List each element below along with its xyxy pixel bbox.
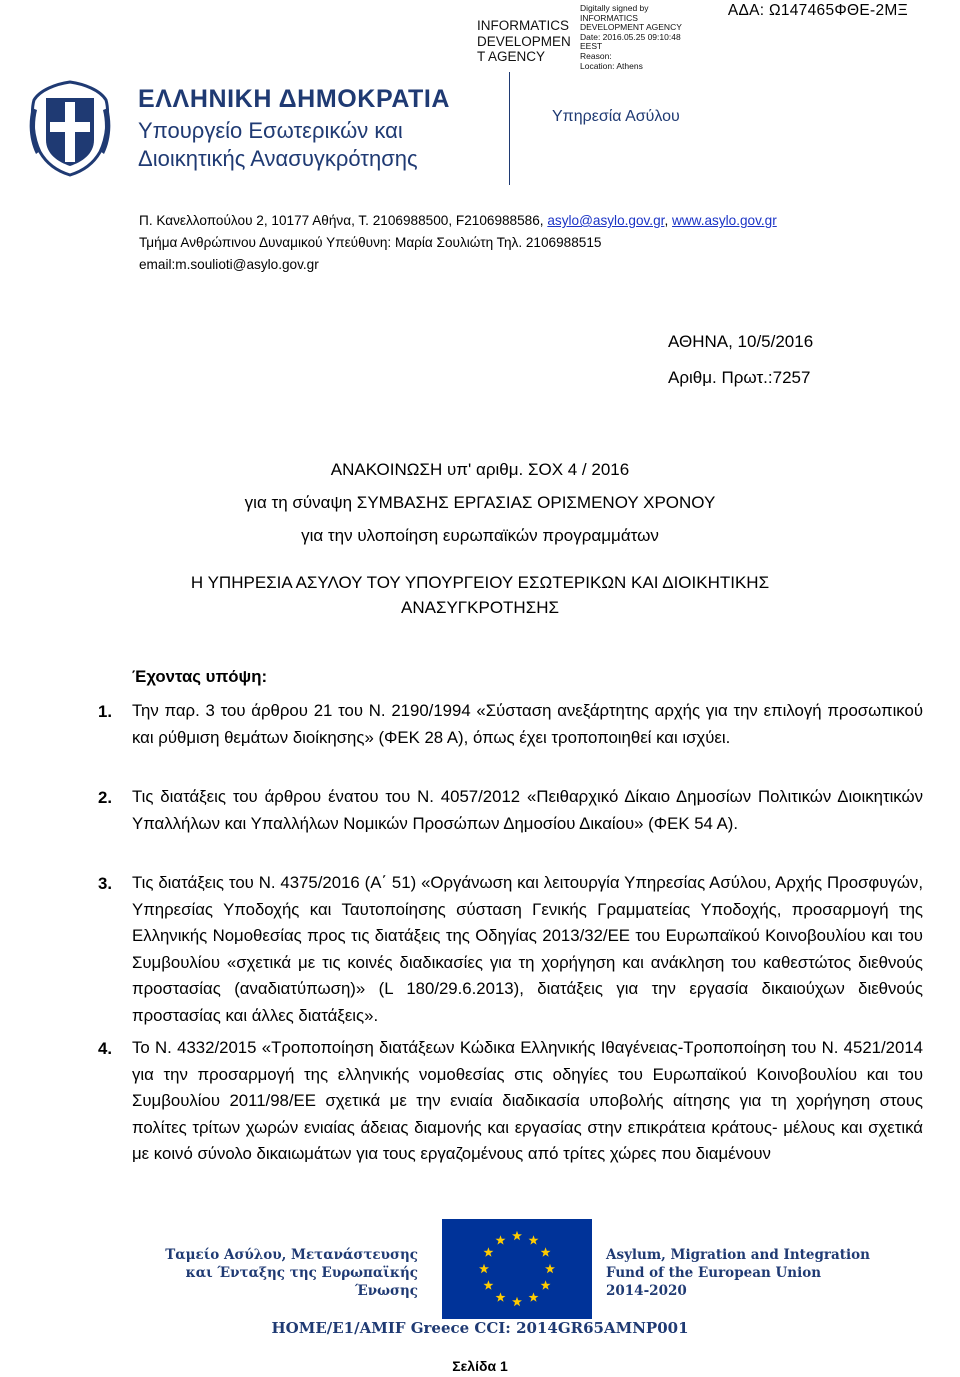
- fund-greek-line: Ταμείο Ασύλου, Μετανάστευσης: [165, 1247, 418, 1263]
- item-text: Το Ν. 4332/2015 «Τροποποίηση διατάξεων Κώδικα Ελληνικής Ιθαγένειας-Τροποποίηση του Ν. 4521/2014 για την προσαρμογή της ελληνικής νομοθεσίας στις οδηγίες του Ευρωπαϊκού Κοινοβουλίου και του Συμβουλίου 2011/98/ΕΕ σχετικά με την ενιαία διαδικασία υποβολής αίτησης για τη χορήγηση στους πολίτες τρίτων χωρών ενιαίας άδειας διαμονής και εργασίας στην επικράτεια κράτους- μέλους και σχετικά με κοινό σύνολο δικαιωμάτων για τους εργαζομένους από τρίτες χώρες που διαμένουν: [132, 1038, 923, 1163]
- signature-detail-line: Location: Athens: [580, 60, 643, 71]
- signature-detail-line: EEST: [580, 41, 603, 52]
- signature-detail-line: Date: 2016.05.25 09:10:48: [580, 31, 681, 42]
- programme-code: HOME/E1/AMIF Greece CCI: 2014GR65AMNP001: [271, 1319, 689, 1337]
- announcement-subtitle: για τη σύναψη ΣΥΜΒΑΣΗΣ ΕΡΓΑΣΙΑΣ ΟΡΙΣΜΕΝΟΥ ΧΡΟΝΟΥ: [244, 493, 716, 512]
- item-number: 2.: [98, 788, 112, 807]
- item-number: 1.: [98, 702, 112, 721]
- item-number: 4.: [98, 1039, 112, 1058]
- fund-name-english: [606, 1246, 870, 1300]
- signature-detail-line: INFORMATICS: [580, 12, 638, 23]
- protocol-number: Αριθμ. Πρωτ.:7257: [668, 368, 811, 387]
- page-number: Σελίδα 1: [452, 1358, 508, 1374]
- considering-heading: Έχοντας υπόψη:: [132, 667, 268, 686]
- eu-flag-icon: [442, 1219, 592, 1319]
- contact-address: Π. Κανελλοπούλου 2, 10177 Αθήνα, Τ. 2106988500, F2106988586,: [139, 213, 548, 228]
- place-date: ΑΘΗΝΑ, 10/5/2016: [668, 332, 814, 351]
- fund-english-line: Fund of the European Union: [606, 1265, 822, 1281]
- signature-detail-line: Digitally signed by: [580, 3, 649, 13]
- ada-code: ΑΔΑ: Ω147465ΦΘΕ-2ΜΞ: [727, 2, 908, 19]
- signature-detail-line: DEVELOPMENT AGENCY: [580, 22, 682, 33]
- issuing-authority-line1: Η ΥΠΗΡΕΣΙΑ ΑΣΥΛΟΥ ΤΟΥ ΥΠΟΥΡΓΕΙΟΥ ΕΣΩΤΕΡΙΚΩΝ ΚΑΙ ΔΙΟΙΚΗΤΙΚΗΣ: [190, 573, 770, 592]
- item-number: 3.: [98, 874, 112, 893]
- signature-org-line: INFORMATICS: [477, 18, 569, 33]
- signature-org-line: T AGENCY: [477, 49, 546, 64]
- item-text: Τις διατάξεις του Ν. 4375/2016 (Α΄ 51) «Οργάνωση και λειτουργία Υπηρεσίας Ασύλου, Αρχής Προσφυγών, Υπηρεσίας Υποδοχής και Ταυτοποίησης σύσταση Γενικής Γραμματείας Υποδοχής, προσαρμογή της Ελληνικής Νομοθεσίας προς τις διατάξεις της Οδηγίας 2013/32/ΕΕ του Ευρωπαϊκού Κοινοβουλίου και του Συμβουλίου «σχετικά με τις κοινές διαδικασίες για τη χορήγηση και ανάκληση του καθεστώτος διεθνούς προστασίας (αναδιατύπωση)» (L 180/29.6.2013), διατάξεις για την εργασία δικαιούχων διεθνούς προστασίας και άλλες διατάξεις».: [132, 873, 923, 1025]
- website-link[interactable]: www.asylo.gov.gr: [672, 213, 777, 228]
- fund-name-greek: [160, 1246, 418, 1300]
- signature-detail-line: Reason:: [580, 50, 612, 61]
- email-link[interactable]: asylo@asylo.gov.gr: [547, 213, 665, 228]
- ministry-name-line2: Διοικητικής Ανασυγκρότησης: [138, 146, 418, 171]
- contact-address-line: [139, 212, 929, 230]
- announcement-title: ΑΝΑΚΟΙΝΩΣΗ υπ' αριθμ. ΣΟΧ 4 / 2016: [330, 460, 630, 479]
- signature-org-line: DEVELOPMEN: [477, 33, 571, 49]
- contact-department: Τμήμα Ανθρώπινου Δυναμικού Υπεύθυνη: Μαρία Σουλιώτη Τηλ. 2106988515: [139, 235, 602, 250]
- fund-greek-line: Ένωσης: [355, 1283, 418, 1299]
- announcement-purpose: για την υλοποίηση ευρωπαϊκών προγραμμάτων: [301, 526, 659, 545]
- fund-english-line: Asylum, Migration and Integration: [606, 1247, 870, 1263]
- government-title: ΕΛΛΗΝΙΚΗ ΔΗΜΟΚΡΑΤΙΑ: [138, 85, 451, 113]
- issuing-authority-line2: ΑΝΑΣΥΓΚΡΟΤΗΣΗΣ: [400, 598, 560, 617]
- signature-details: [580, 4, 700, 71]
- service-name: Υπηρεσία Ασύλου: [552, 108, 680, 125]
- ministry-name-line1: Υπουργείο Εσωτερικών και: [138, 118, 403, 143]
- greek-coat-of-arms-icon: [26, 78, 114, 178]
- contact-separator: ,: [664, 213, 672, 228]
- fund-greek-line: και Ένταξης της Ευρωπαϊκής: [185, 1265, 418, 1281]
- fund-english-line: 2014-2020: [606, 1283, 687, 1299]
- item-text: Την παρ. 3 του άρθρου 21 του Ν. 2190/1994 «Σύσταση ανεξάρτητης αρχής για την επιλογή προσωπικού και ρύθμιση θεμάτων διοίκησης» (ΦΕΚ 28 Α), όπως έχει τροποποιηθεί και ισχύει.: [132, 701, 923, 747]
- letterhead-divider: [509, 72, 510, 185]
- signature-organization: [477, 18, 577, 65]
- contact-email: email:m.soulioti@asylo.gov.gr: [139, 257, 319, 272]
- item-text: Τις διατάξεις του άρθρου ένατου του Ν. 4057/2012 «Πειθαρχικό Δίκαιο Δημοσίων Πολιτικών Διοικητικών Υπαλλήλων και Υπαλλήλων Νομικών Προσώπων Δημοσίου Δικαίου» (ΦΕΚ 54 Α).: [132, 787, 923, 833]
